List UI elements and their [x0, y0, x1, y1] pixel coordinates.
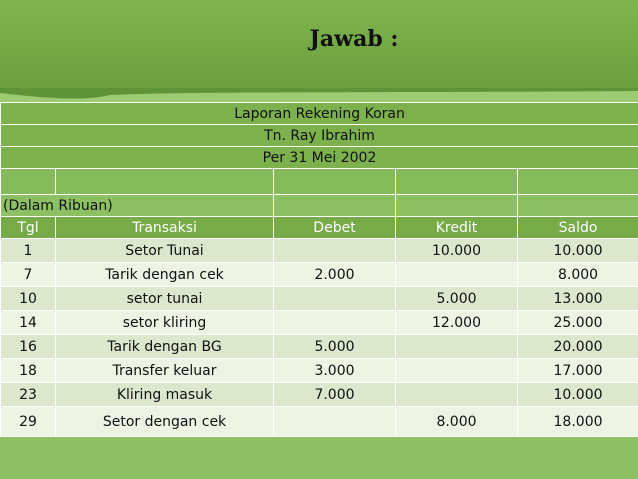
cell-kredit: [396, 335, 518, 359]
column-header-row: [1, 217, 638, 239]
report-date: Per 31 Mei 2002: [1, 147, 638, 169]
table-row: [1, 287, 638, 311]
report-name-row: [1, 125, 638, 147]
cell-tgl: 16: [1, 335, 56, 359]
cell-debet: [274, 311, 396, 335]
table-row: [1, 263, 638, 287]
decorative-swoosh: [0, 88, 638, 102]
empty-cell: [274, 195, 396, 217]
cell-debet: [274, 239, 396, 263]
cell-kredit: 12.000: [396, 311, 518, 335]
cell-transaksi: Tarik dengan cek: [56, 263, 274, 287]
cell-saldo: 13.000: [518, 287, 638, 311]
cell-transaksi: Kliring masuk: [56, 383, 274, 407]
cell-debet: 5.000: [274, 335, 396, 359]
cell-tgl: 14: [1, 311, 56, 335]
unit-note: (Dalam Ribuan): [1, 195, 274, 217]
column-header-saldo: Saldo: [518, 217, 638, 239]
table-row: [1, 407, 638, 437]
slide-title: Jawab :: [309, 26, 399, 52]
account-statement-table: [0, 102, 638, 437]
cell-kredit: 5.000: [396, 287, 518, 311]
cell-kredit: 10.000: [396, 239, 518, 263]
account-holder-name: Tn. Ray Ibrahim: [1, 125, 638, 147]
cell-tgl: 18: [1, 359, 56, 383]
cell-tgl: 23: [1, 383, 56, 407]
cell-kredit: [396, 359, 518, 383]
cell-tgl: 29: [1, 407, 56, 437]
empty-cell: [274, 169, 396, 195]
cell-transaksi: Setor Tunai: [56, 239, 274, 263]
cell-transaksi: Tarik dengan BG: [56, 335, 274, 359]
cell-debet: 3.000: [274, 359, 396, 383]
table-row: [1, 311, 638, 335]
column-header-debet: Debet: [274, 217, 396, 239]
cell-debet: [274, 287, 396, 311]
cell-saldo: 17.000: [518, 359, 638, 383]
empty-cell: [1, 169, 56, 195]
slide-title-bar: [0, 0, 638, 92]
cell-kredit: [396, 263, 518, 287]
cell-saldo: 18.000: [518, 407, 638, 437]
cell-kredit: 8.000: [396, 407, 518, 437]
report-date-row: [1, 147, 638, 169]
empty-cell: [518, 169, 638, 195]
column-header-kredit: Kredit: [396, 217, 518, 239]
empty-cell: [518, 195, 638, 217]
table-row: [1, 359, 638, 383]
cell-tgl: 1: [1, 239, 56, 263]
cell-saldo: 10.000: [518, 383, 638, 407]
empty-row: [1, 169, 638, 195]
cell-transaksi: Transfer keluar: [56, 359, 274, 383]
cell-transaksi: setor tunai: [56, 287, 274, 311]
table-row: [1, 239, 638, 263]
cell-debet: 2.000: [274, 263, 396, 287]
cell-saldo: 10.000: [518, 239, 638, 263]
cell-transaksi: Setor dengan cek: [56, 407, 274, 437]
empty-cell: [56, 169, 274, 195]
column-header-tgl: Tgl: [1, 217, 56, 239]
table-row: [1, 383, 638, 407]
table-row: [1, 335, 638, 359]
cell-saldo: 25.000: [518, 311, 638, 335]
cell-debet: [274, 407, 396, 437]
unit-note-row: [1, 195, 638, 217]
report-heading: Laporan Rekening Koran: [1, 103, 638, 125]
empty-cell: [396, 169, 518, 195]
cell-saldo: 20.000: [518, 335, 638, 359]
report-heading-row: [1, 103, 638, 125]
cell-kredit: [396, 383, 518, 407]
cell-transaksi: setor kliring: [56, 311, 274, 335]
cell-tgl: 10: [1, 287, 56, 311]
column-header-transaksi: Transaksi: [56, 217, 274, 239]
empty-cell: [396, 195, 518, 217]
cell-debet: 7.000: [274, 383, 396, 407]
cell-tgl: 7: [1, 263, 56, 287]
cell-saldo: 8.000: [518, 263, 638, 287]
